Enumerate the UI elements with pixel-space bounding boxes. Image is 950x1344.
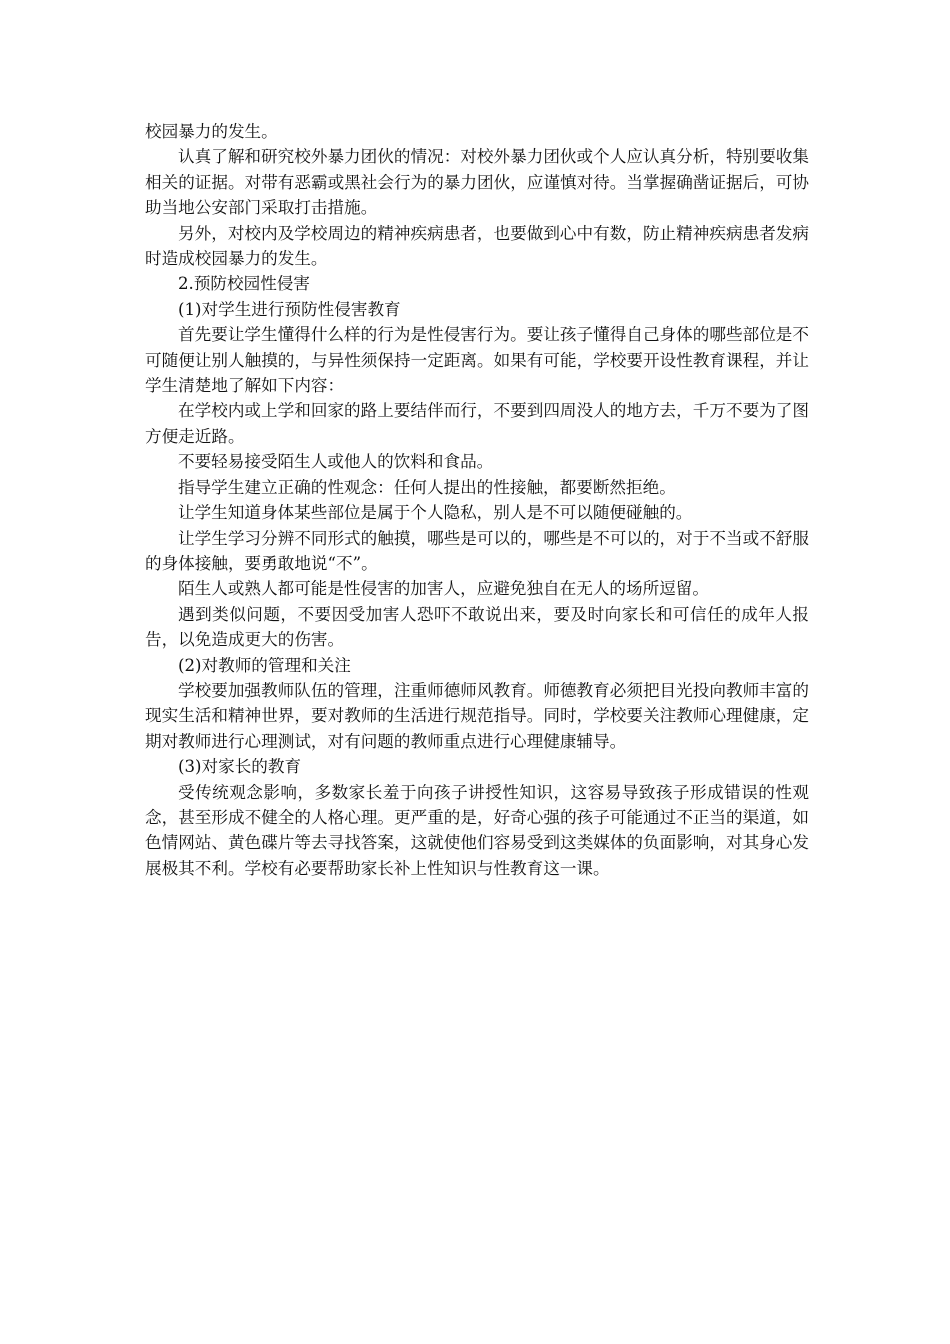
paragraph-17: 受传统观念影响，多数家长羞于向孩子讲授性知识，这容易导致孩子形成错误的性观念，甚至形成不健全的人格心理。更严重的是，好奇心强的孩子可能通过不正当的渠道，如色情网站、黄色碟片等去寻找答案，这就使他们容易受到这类媒体的负面影响，对其身心发展极其不利。学校有必要帮助家长补上性知识与性教育这一课。 — [145, 782, 809, 878]
paragraph-3: 另外，对校内及学校周边的精神疾病患者，也要做到心中有数，防止精神疾病患者发病时造成校园暴力的发生。 — [145, 223, 809, 269]
paragraph-10: 让学生知道身体某些部位是属于个人隐私，别人是不可以随便碰触的。 — [178, 503, 693, 523]
paragraph-12: 陌生人或熟人都可能是性侵害的加害人，应避免独自在无人的场所逗留。 — [178, 579, 709, 599]
subsection-heading-student-education: (1)对学生进行预防性侵害教育 — [178, 299, 401, 319]
paragraph-9: 指导学生建立正确的性观念：任何人提出的性接触，都要断然拒绝。 — [178, 477, 676, 497]
subsection-heading-teacher-management: (2)对教师的管理和关注 — [178, 655, 351, 675]
paragraph-2: 认真了解和研究校外暴力团伙的情况：对校外暴力团伙或个人应认真分析，特别要收集相关的证据。对带有恶霸或黑社会行为的暴力团伙，应谨慎对待。当掌握确凿证据后，可协助当地公安部门采取打击措施。 — [145, 147, 809, 218]
paragraph-13: 遇到类似问题，不要因受加害人恐吓不敢说出来，要及时向家长和可信任的成年人报告，以免造成更大的伤害。 — [145, 604, 809, 650]
section-heading-prevent-sexual-abuse: 2.预防校园性侵害 — [178, 274, 310, 294]
paragraph-8: 不要轻易接受陌生人或他人的饮料和食品。 — [178, 452, 494, 472]
paragraph-11: 让学生学习分辨不同形式的触摸，哪些是可以的，哪些是不可以的，对于不当或不舒服的身体接触，要勇敢地说“不”。 — [145, 528, 809, 573]
paragraph-6: 首先要让学生懂得什么样的行为是性侵害行为。要让孩子懂得自己身体的哪些部位是不可随便让别人触摸的，与异性须保持一定距离。如果有可能，学校要开设性教育课程，并让学生清楚地了解如下内容： — [145, 325, 809, 396]
paragraph-1: 校园暴力的发生。 — [145, 122, 278, 141]
document-body — [145, 119, 809, 881]
subsection-heading-parent-education: (3)对家长的教育 — [178, 757, 302, 777]
paragraph-7: 在学校内或上学和回家的路上要结伴而行，不要到四周没人的地方去，千万不要为了图方便走近路。 — [145, 401, 809, 446]
paragraph-15: 学校要加强教师队伍的管理，注重师德师风教育。师德教育必须把目光投向教师丰富的现实生活和精神世界，要对教师的生活进行规范指导。同时，学校要关注教师心理健康，定期对教师进行心理测试，对有问题的教师重点进行心理健康辅导。 — [145, 680, 809, 751]
